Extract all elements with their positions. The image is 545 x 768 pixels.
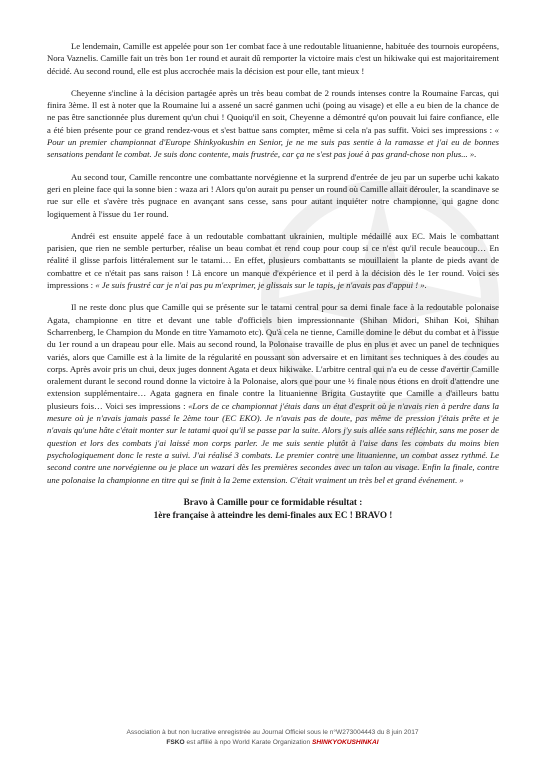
page-footer [0, 728, 545, 747]
paragraph-cheyenne: Cheyenne s'incline à la décision partagée après un très beau combat de 2 rounds intenses contre la Roumaine Farcas, qui finira 3ème. Il est à noter que la Roumaine lui a assené un sacré ganmen uchi (poing au visage) et elle a eu bien de la chance de ne pas être sanctionnée plus durement qu'un chui ! Quoiqu'il en soit, Cheyenne a démontré qu'on pouvait lui faire confiance, elle a été bien présente pour ce grand rendez-vous et s'est battue sans compter, même si cela n'a pas suffit. Voici ses impressions : « Pour un premier championnat d'Europe Shinkyokushin en Senior, je ne me suis pas sentie à la ramasse et j'ai eu de bonnes sensations pendant le combat. Je suis donc contente, mais frustrée, car ça ne s'est pas joué à pas grand-chose non plus... ». [47, 87, 499, 160]
bravo-line-2: 1ère française à atteindre les demi-finales aux EC ! BRAVO ! [153, 509, 393, 520]
footer-affiliation: FSKO est affilié à npo World Karate Organization SHINKYOKUSHINKAI [166, 738, 379, 746]
bravo-line-1: Bravo à Camille pour ce formidable résultat : [183, 496, 363, 507]
footer-fsko: FSKO [166, 738, 185, 746]
paragraph-camille-semifinal: Il ne reste donc plus que Camille qui se présente sur le tatami central pour sa demi finale face à la redoutable polonaise Agata, championne en titre et devant une table d'officiels bien impressionnante (Shihan Midori, Shihan Koi, Shihan Scharrenberg, le Champion du Monde en titre Yamamoto etc). Qu'à cela ne tienne, Camille domine le début du combat et à l'issue du 1er round a un drapeau pour elle. Mais au second round, la Polonaise travaille de plus en plus et avec un panel de techniques variés, alors que Camille est à la limite de la régularité en poussant son adversaire et en limitant ses techniques à des coudes au corps. Après avoir pris un chui, deux juges donnent Agata et deux hikiwake. L'arbitre central qui n'a eu de cesse d'avertir Camille oralement durant le second round donne la victoire à la Polonaise, alors que pour une ½ finale nous étions en droit d'attendre une extension supplémentaire… Agata gagnera en finale contre la lituanienne Brigita Gustaytite que Camille a d'ailleurs battu plusieurs fois… Voici ses impressions : «Lors de ce championnat j'étais dans un état d'esprit où je n'avais rien à perdre dans la mesure où je n'avais jamais passé le 2ème tour (EC EKO). Je n'avais pas de doute, pas même de pression j'étais prête et je n'avais qu'une hâte c'était monter sur le tatami quoi qu'il se passe par la suite. Alors j'y suis allée sans réfléchir, sans me poser de question et lors des combats j'ai laissé mon corps parler. Je me suis sentie plutôt à l'aise dans les combats du moins bien psychologiquement donc le reste a suivi. J'ai réalisé 3 combats. Le premier contre une lituanienne, un combat assez rythmé. Le second contre une norvégienne ou je place un wazari dès les premières secondes avec un talon au visage. Enfin la finale, contre une polonaise la championne en titre qui se finit à la 2eme extension. C'était vraiment un très bel et grand événement. » [47, 302, 500, 485]
paragraph-camille-first-fight: Le lendemain, Camille est appelée pour son 1er combat face à une redoutable lituanienne, habituée des tournois européens, Nora Vaznelis. Camille fait un très bon 1er round et aurait dû remporter la victoire mais c'est un hikiwake qui est majoritairement décidé. Au second round, elle est plus accrochée mais la décision est pour elle, tant mieux ! [47, 41, 499, 76]
camille-quote: «Lors de ce championnat j'étais dans un état d'esprit où je n'avais rien à perdre dans la mesure où je n'avais jamais passé le 2ème tour (EC EKO). Je n'avais pas de doute, pas même de pression j'étais prête et je n'avais qu'une hâte c'était monter sur le tatami quoi qu'il se passe par la suite. Alors j'y suis allée sans réfléchir, sans me poser de question et lors des combats j'ai laissé mon corps parler. Je me suis sentie plutôt à l'aise dans les combats du moins bien psychologiquement donc le reste a suivi. J'ai réalisé 3 combats. Le premier contre une lituanienne, un combat assez rythmé. Le second contre une norvégienne ou je place un wazari dès les premières secondes avec un talon au visage. Enfin la finale, contre une polonaise la championne en titre qui se finit à la 2eme extension. C'était vraiment un très bel et grand événement. » [47, 400, 500, 485]
footer-shinkyokushinkai: SHINKYOKUSHINKAI [311, 738, 379, 746]
bravo-conclusion [47, 496, 499, 522]
article-body [47, 40, 499, 522]
cheyenne-quote: « Pour un premier championnat d'Europe Shinkyokushin en Senior, je ne me suis pas sentie à la ramasse et j'ai eu de bonnes sensations pendant le combat. Je suis donc contente, mais frustrée, car ça ne s'est pas joué à pas grand-chose non plus... ». [47, 124, 499, 160]
footer-registration: Association à but non lucrative enregistrée au Journal Officiel sous le n°W273004443 du 8 juin 2017 [126, 729, 419, 736]
andrei-quote: « Je suis frustré car je n'ai pas pu m'exprimer, je glissais sur le tapis, je n'avais pas d'appui ! ». [95, 280, 427, 291]
paragraph-andrei: Andréi est ensuite appelé face à un redoutable combattant ukrainien, multiple médaillé aux EC. Mais le combattant parisien, que rien ne semble perturber, réalise un beau combat et rend coup pour coup si ce n'est qu'il recule beaucoup… En réalité il glisse parfois littéralement sur le tatami… En effet, plusieurs combattants se mouillaient la plante de pieds avant de combattre et ce n'était pas sans raison ! Là encore un manque d'expérience et il perd à la décision dès le 1er round. Voici ses impressions : « Je suis frustré car je n'ai pas pu m'exprimer, je glissais sur le tapis, je n'avais pas d'appui ! ». [47, 230, 499, 291]
paragraph-camille-second-round: Au second tour, Camille rencontre une combattante norvégienne et la surprend d'entrée de jeu par un superbe uchi kakato geri en pleine face qui la sonne bien : waza ari ! Alors qu'on aurait pu penser un round où Camille allait dérouler, la scandinave se rue sur elle et s'avère très pugnace en avançant sans cesse, sans pour autant inquiéter notre championne, qui gagne donc logiquement à l'issue du 1er round. [47, 171, 499, 219]
